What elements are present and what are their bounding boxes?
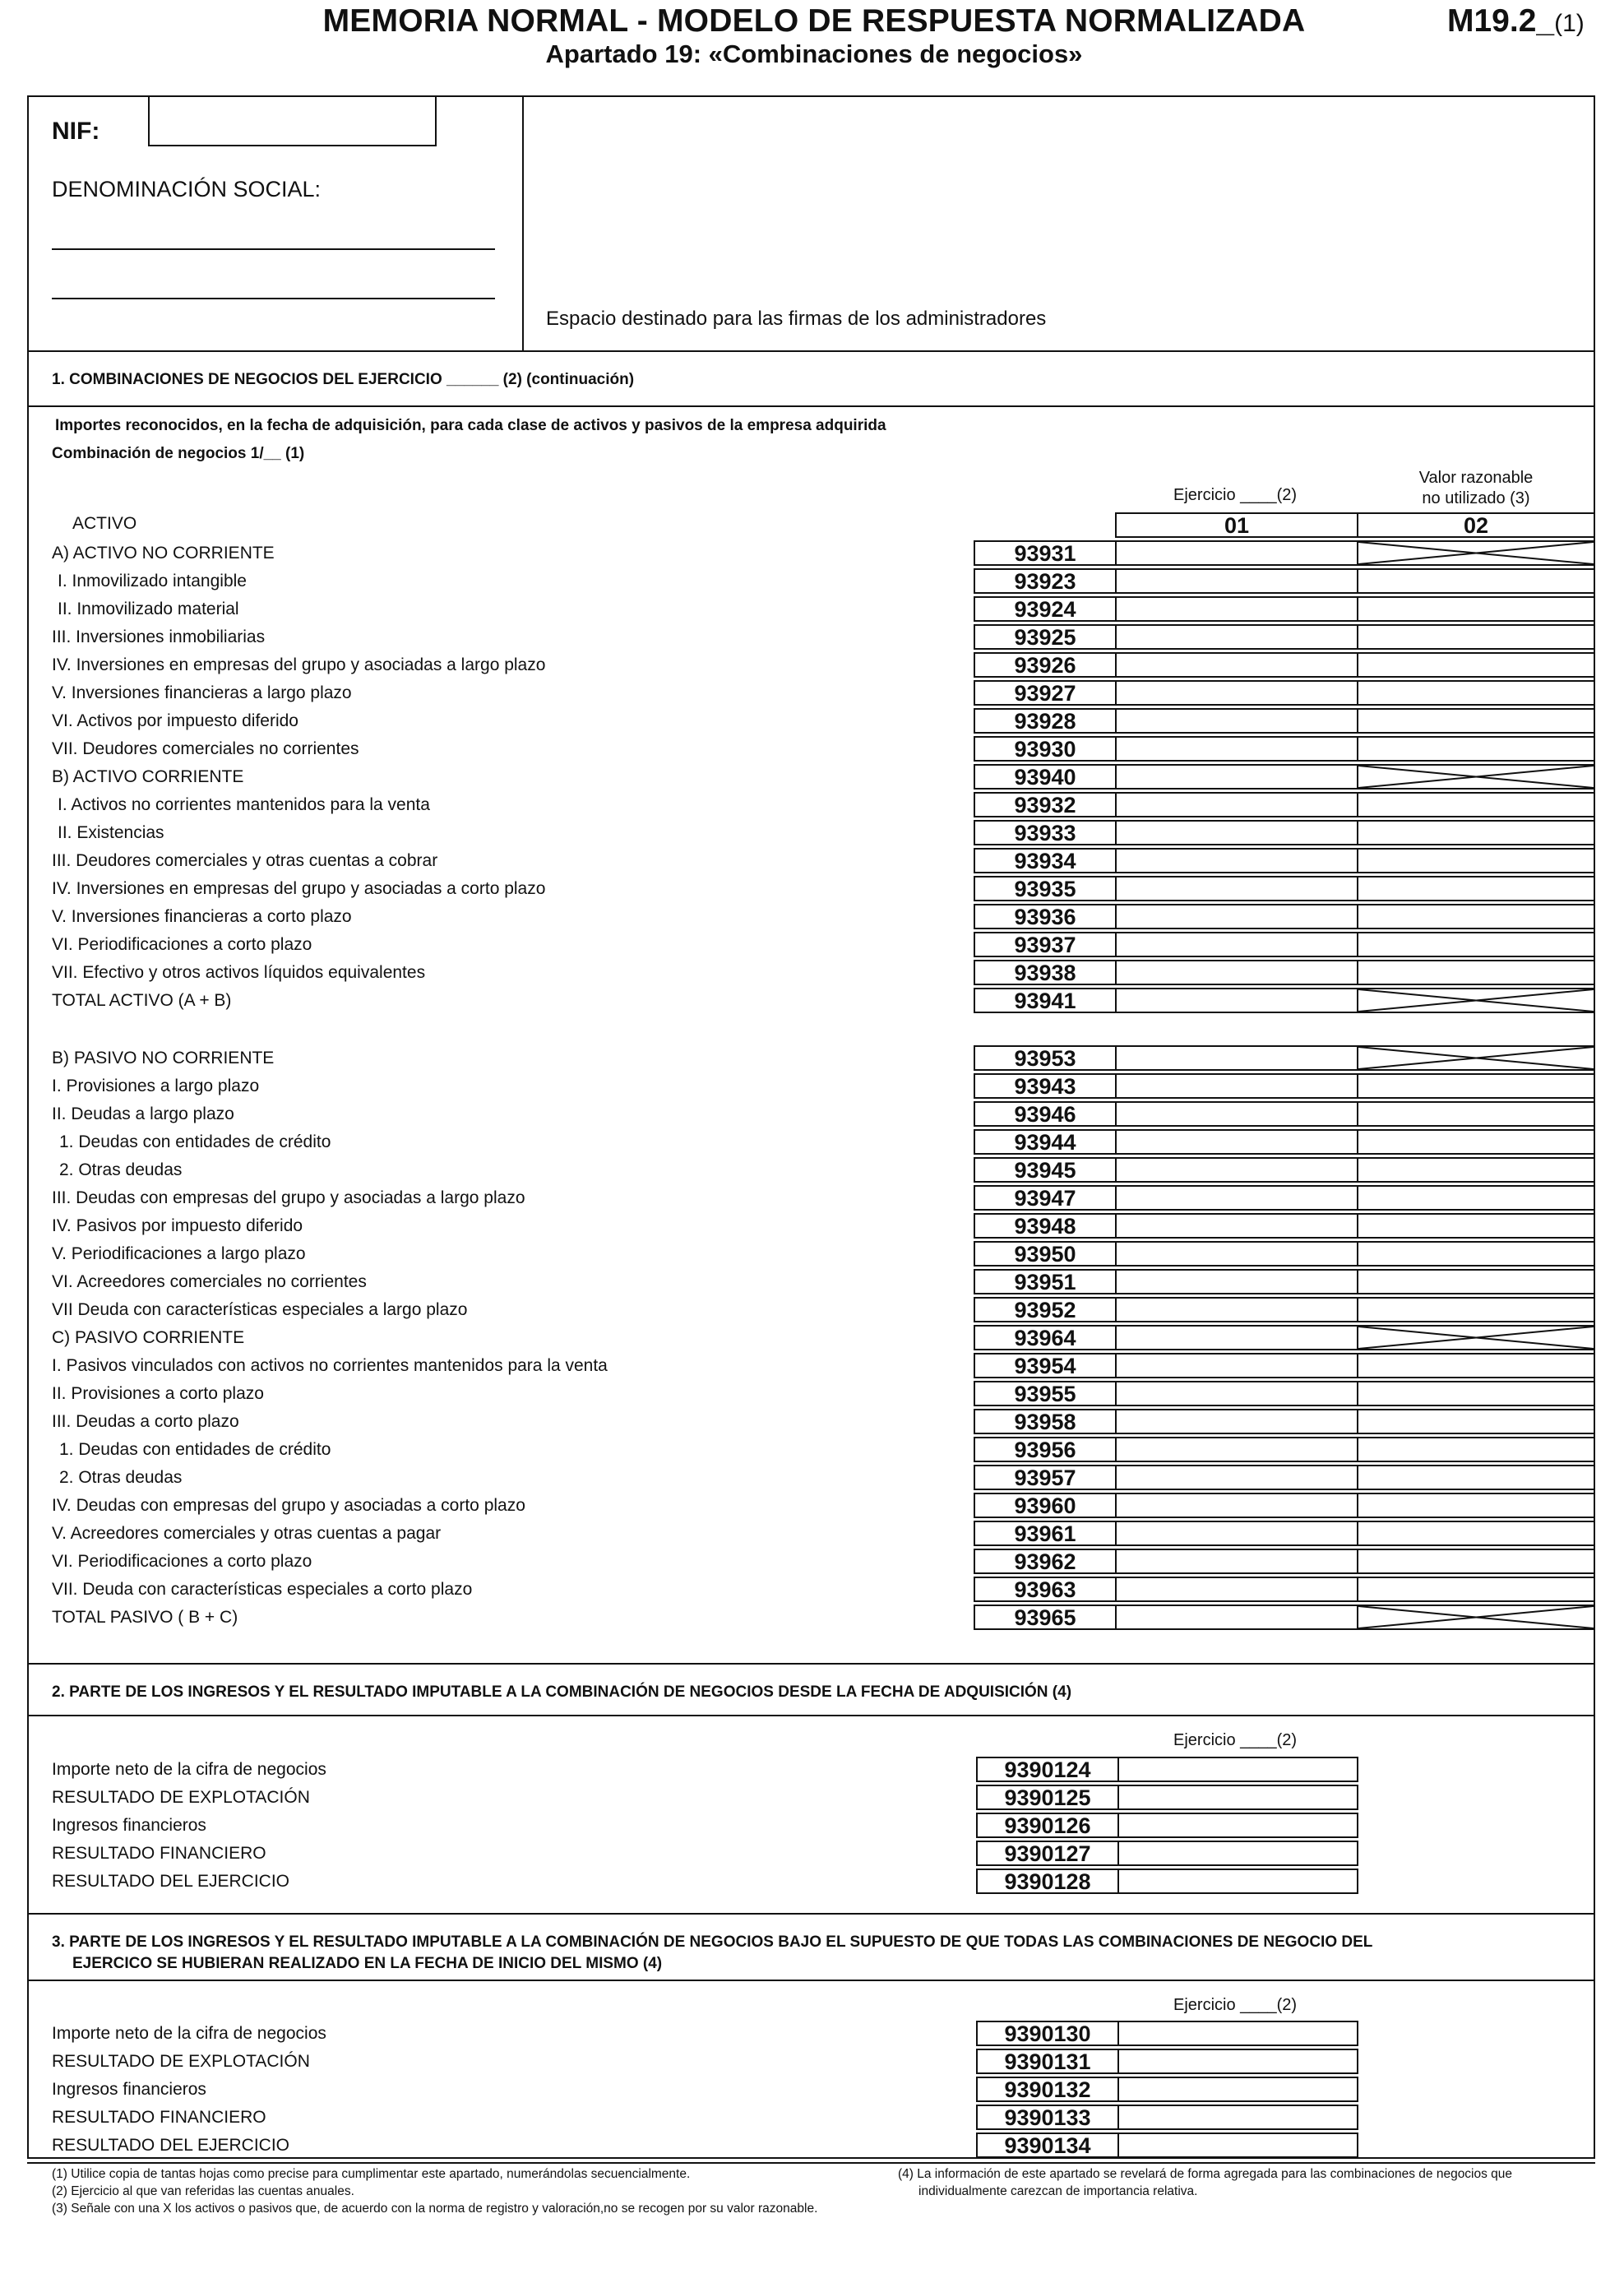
result-ejercicio-input[interactable] <box>1117 2021 1358 2046</box>
row-code: 93953 <box>974 1045 1117 1071</box>
result-label: RESULTADO FINANCIERO <box>52 1844 266 1863</box>
result-code: 9390133 <box>976 2105 1119 2130</box>
id-divider <box>522 95 524 351</box>
result-code: 9390134 <box>976 2132 1119 2158</box>
ejercicio-input[interactable] <box>1115 876 1358 901</box>
section3-title-2: EJERCICO SE HUBIERAN REALIZADO EN LA FECHA DE INICIO DEL MISMO (4) <box>72 1955 663 1972</box>
ejercicio-input[interactable] <box>1115 1381 1358 1406</box>
valor-razonable-crossed <box>1357 1325 1595 1350</box>
footnote-1: (1) Utilice copia de tantas hojas como precise para cumplimentar este apartado, numerándolas secuencialmente. <box>52 2167 691 2181</box>
row-label: 2. Otras deudas <box>59 1468 183 1487</box>
valor-razonable-input[interactable] <box>1357 932 1595 957</box>
row-label: 2. Otras deudas <box>59 1160 183 1179</box>
row-code: 93945 <box>974 1157 1117 1183</box>
row-code: 93955 <box>974 1381 1117 1406</box>
result-code: 9390126 <box>976 1813 1119 1838</box>
section1-title: 1. COMBINACIONES DE NEGOCIOS DEL EJERCICIO ______ (2) (continuación) <box>52 371 635 388</box>
valor-razonable-input[interactable] <box>1357 652 1595 678</box>
row-label: VI. Periodificaciones a corto plazo <box>52 935 312 954</box>
row-label: 1. Deudas con entidades de crédito <box>59 1440 331 1459</box>
valor-razonable-input[interactable] <box>1357 792 1595 817</box>
row-code: 93960 <box>974 1493 1117 1518</box>
result-code: 9390132 <box>976 2077 1119 2102</box>
result-label: RESULTADO DEL EJERCICIO <box>52 1872 289 1891</box>
valor-razonable-input[interactable] <box>1357 876 1595 901</box>
ejercicio-input[interactable] <box>1115 1437 1358 1462</box>
row-code: 93956 <box>974 1437 1117 1462</box>
row-label: IV. Inversiones en empresas del grupo y asociadas a corto plazo <box>52 879 546 898</box>
row-code: 93961 <box>974 1521 1117 1546</box>
section2-col-header: Ejercicio ____(2) <box>1173 1731 1298 1749</box>
valor-razonable-crossed <box>1357 1045 1595 1071</box>
row-code: 93940 <box>974 764 1117 790</box>
result-ejercicio-input[interactable] <box>1117 1813 1358 1838</box>
denominacion-line-1[interactable] <box>52 248 495 250</box>
row-label: VI. Activos por impuesto diferido <box>52 711 298 730</box>
ejercicio-input[interactable] <box>1115 1297 1358 1322</box>
row-code: 93930 <box>974 736 1117 762</box>
row-code: 93957 <box>974 1465 1117 1490</box>
valor-razonable-input[interactable] <box>1357 1577 1595 1602</box>
row-code: 93926 <box>974 652 1117 678</box>
row-code: 93934 <box>974 848 1117 873</box>
section3-col-header: Ejercicio ____(2) <box>1173 1996 1298 2014</box>
result-ejercicio-input[interactable] <box>1117 2132 1358 2158</box>
ejercicio-input[interactable] <box>1115 1185 1358 1211</box>
ejercicio-input[interactable] <box>1115 1241 1358 1267</box>
form-title-text: MEMORIA NORMAL - MODELO DE RESPUESTA NORMALIZADA <box>322 3 1306 39</box>
cross-mark <box>1358 1047 1594 1069</box>
form-code-suffix: (1) <box>1554 10 1585 37</box>
row-label: TOTAL PASIVO ( B + C) <box>52 1608 238 1627</box>
denominacion-line-2[interactable] <box>52 298 495 299</box>
ejercicio-input[interactable] <box>1115 820 1358 845</box>
result-ejercicio-input[interactable] <box>1117 1841 1358 1866</box>
ejercicio-input[interactable] <box>1115 1605 1358 1630</box>
result-ejercicio-input[interactable] <box>1117 1757 1358 1782</box>
nif-label: NIF: <box>52 118 100 145</box>
row-code: 93933 <box>974 820 1117 845</box>
row-label: I. Inmovilizado intangible <box>58 572 247 590</box>
ejercicio-input[interactable] <box>1115 736 1358 762</box>
denominacion-label: DENOMINACIÓN SOCIAL: <box>52 177 322 201</box>
row-code: 93963 <box>974 1577 1117 1602</box>
ejercicio-input[interactable] <box>1115 932 1358 957</box>
section1-title-line <box>27 405 1595 407</box>
cross-mark <box>1358 989 1594 1012</box>
ejercicio-input[interactable] <box>1115 1325 1358 1350</box>
valor-razonable-input[interactable] <box>1357 1437 1595 1462</box>
section1-col1-header: Ejercicio ____(2) <box>1173 486 1298 504</box>
valor-razonable-input[interactable] <box>1357 1493 1595 1518</box>
result-ejercicio-input[interactable] <box>1117 2049 1358 2074</box>
row-label: I. Pasivos vinculados con activos no corrientes mantenidos para la venta <box>52 1356 608 1375</box>
valor-razonable-crossed <box>1357 1605 1595 1630</box>
result-label: Importe neto de la cifra de negocios <box>52 1760 326 1779</box>
valor-razonable-input[interactable] <box>1357 624 1595 650</box>
ejercicio-input[interactable] <box>1115 1101 1358 1127</box>
row-code: 93964 <box>974 1325 1117 1350</box>
footnote-4-1: (4) La información de este apartado se revelará de forma agregada para las combinaciones de negocios que <box>898 2167 1513 2181</box>
row-label: B) PASIVO NO CORRIENTE <box>52 1049 275 1067</box>
ejercicio-input[interactable] <box>1115 1045 1358 1071</box>
row-code: 93950 <box>974 1241 1117 1267</box>
result-ejercicio-input[interactable] <box>1117 2105 1358 2130</box>
valor-razonable-input[interactable] <box>1357 1297 1595 1322</box>
row-code: 93946 <box>974 1101 1117 1127</box>
nif-field[interactable] <box>148 95 437 146</box>
row-code: 93936 <box>974 904 1117 929</box>
valor-razonable-crossed <box>1357 540 1595 566</box>
cross-mark <box>1358 1327 1594 1349</box>
result-label: Ingresos financieros <box>52 2080 206 2099</box>
row-label: V. Inversiones financieras a largo plazo <box>52 683 352 702</box>
col2-code: 02 <box>1357 512 1595 538</box>
valor-razonable-input[interactable] <box>1357 1409 1595 1434</box>
row-code: 93935 <box>974 876 1117 901</box>
ejercicio-input[interactable] <box>1115 708 1358 734</box>
row-label: III. Inversiones inmobiliarias <box>52 627 266 646</box>
ejercicio-input[interactable] <box>1115 624 1358 650</box>
form-subtitle: Apartado 19: «Combinaciones de negocios» <box>545 39 1083 68</box>
row-code: 93924 <box>974 596 1117 622</box>
form-code <box>1447 3 1585 39</box>
valor-razonable-input[interactable] <box>1357 904 1595 929</box>
cross-mark <box>1358 1606 1594 1628</box>
cross-mark <box>1358 542 1594 564</box>
section1-combination: Combinación de negocios 1/__ (1) <box>52 445 305 462</box>
result-code: 9390128 <box>976 1869 1119 1894</box>
row-label: 1. Deudas con entidades de crédito <box>59 1132 331 1151</box>
result-label: RESULTADO DEL EJERCICIO <box>52 2136 289 2155</box>
row-label: IV. Pasivos por impuesto diferido <box>52 1216 303 1235</box>
form-code-text: M19.2_ <box>1447 3 1555 39</box>
ejercicio-input[interactable] <box>1115 988 1358 1013</box>
result-code: 9390127 <box>976 1841 1119 1866</box>
row-code: 93954 <box>974 1353 1117 1378</box>
row-label: III. Deudas a corto plazo <box>52 1412 239 1431</box>
row-code: 93958 <box>974 1409 1117 1434</box>
row-code: 93932 <box>974 792 1117 817</box>
row-code: 93965 <box>974 1605 1117 1630</box>
ejercicio-input[interactable] <box>1115 1493 1358 1518</box>
col1-code: 01 <box>1115 512 1358 538</box>
result-label: RESULTADO DE EXPLOTACIÓN <box>52 1788 310 1807</box>
ejercicio-input[interactable] <box>1115 1129 1358 1155</box>
ejercicio-input[interactable] <box>1115 1409 1358 1434</box>
row-label: IV. Inversiones en empresas del grupo y asociadas a largo plazo <box>52 655 546 674</box>
result-code: 9390124 <box>976 1757 1119 1782</box>
ejercicio-input[interactable] <box>1115 1549 1358 1574</box>
row-label: VII. Deudores comerciales no corrientes <box>52 739 359 758</box>
result-label: RESULTADO FINANCIERO <box>52 2108 266 2127</box>
valor-razonable-input[interactable] <box>1357 960 1595 985</box>
row-label: II. Provisiones a corto plazo <box>52 1384 264 1403</box>
row-code: 93962 <box>974 1549 1117 1574</box>
row-label: VI. Periodificaciones a corto plazo <box>52 1552 312 1571</box>
row-code: 93951 <box>974 1269 1117 1294</box>
row-label: II. Existencias <box>58 823 164 842</box>
row-label: TOTAL ACTIVO (A + B) <box>52 991 232 1010</box>
result-code: 9390131 <box>976 2049 1119 2074</box>
section3-title-line <box>27 1980 1595 1981</box>
result-ejercicio-input[interactable] <box>1117 2077 1358 2102</box>
footnote-2: (2) Ejercicio al que van referidas las cuentas anuales. <box>52 2184 354 2198</box>
id-bottom-line <box>27 350 1595 352</box>
row-code: 93928 <box>974 708 1117 734</box>
valor-razonable-input[interactable] <box>1357 1073 1595 1099</box>
row-label: VII. Deuda con características especiales a corto plazo <box>52 1580 473 1599</box>
row-label: I. Provisiones a largo plazo <box>52 1077 260 1095</box>
valor-razonable-input[interactable] <box>1357 1381 1595 1406</box>
row-code: 93938 <box>974 960 1117 985</box>
ejercicio-input[interactable] <box>1115 848 1358 873</box>
ejercicio-input[interactable] <box>1115 652 1358 678</box>
row-label: IV. Deudas con empresas del grupo y asociadas a corto plazo <box>52 1496 525 1515</box>
valor-razonable-input[interactable] <box>1357 1241 1595 1267</box>
section1-col2-header-2: no utilizado (3) <box>1422 489 1530 507</box>
row-label: II. Deudas a largo plazo <box>52 1104 234 1123</box>
row-code: 93927 <box>974 680 1117 706</box>
footnote-top-line <box>27 2162 1595 2164</box>
valor-razonable-input[interactable] <box>1357 1549 1595 1574</box>
valor-razonable-input[interactable] <box>1357 708 1595 734</box>
ejercicio-input[interactable] <box>1115 764 1358 790</box>
section1-intro: Importes reconocidos, en la fecha de adquisición, para cada clase de activos y pasivos de la empresa adquirida <box>55 417 886 434</box>
ejercicio-input[interactable] <box>1115 1577 1358 1602</box>
ejercicio-input[interactable] <box>1115 904 1358 929</box>
valor-razonable-input[interactable] <box>1357 736 1595 762</box>
row-label: V. Periodificaciones a largo plazo <box>52 1244 306 1263</box>
valor-razonable-input[interactable] <box>1357 820 1595 845</box>
row-code: 93937 <box>974 932 1117 957</box>
row-code: 93948 <box>974 1213 1117 1239</box>
valor-razonable-input[interactable] <box>1357 848 1595 873</box>
row-label: VII. Efectivo y otros activos líquidos equivalentes <box>52 963 426 982</box>
result-code: 9390130 <box>976 2021 1119 2046</box>
result-ejercicio-input[interactable] <box>1117 1869 1358 1894</box>
section3-title-1: 3. PARTE DE LOS INGRESOS Y EL RESULTADO IMPUTABLE A LA COMBINACIÓN DE NEGOCIOS BAJO EL SUPUESTO DE QUE TODAS LAS COMBINACIONES DE NEGOCIO DEL <box>52 1933 1373 1951</box>
valor-razonable-crossed <box>1357 764 1595 790</box>
result-ejercicio-input[interactable] <box>1117 1785 1358 1810</box>
section1-col2-header-1: Valor razonable <box>1418 469 1534 487</box>
row-label: III. Deudores comerciales y otras cuentas a cobrar <box>52 851 438 870</box>
row-label: A) ACTIVO NO CORRIENTE <box>52 544 275 563</box>
valor-razonable-input[interactable] <box>1357 596 1595 622</box>
valor-razonable-input[interactable] <box>1357 1353 1595 1378</box>
row-code: 93931 <box>974 540 1117 566</box>
row-code: 93943 <box>974 1073 1117 1099</box>
valor-razonable-input[interactable] <box>1357 1129 1595 1155</box>
valor-razonable-input[interactable] <box>1357 1269 1595 1294</box>
section2-title: 2. PARTE DE LOS INGRESOS Y EL RESULTADO IMPUTABLE A LA COMBINACIÓN DE NEGOCIOS DESDE LA FECHA DE ADQUISICIÓN (4) <box>52 1683 1072 1701</box>
activo-label: ACTIVO <box>72 514 137 533</box>
footnote-3: (3) Señale con una X los activos o pasivos que, de acuerdo con la norma de registro y valoración,no se recogen por su valor razonable. <box>52 2202 818 2216</box>
valor-razonable-input[interactable] <box>1357 1157 1595 1183</box>
row-label: B) ACTIVO CORRIENTE <box>52 767 244 786</box>
row-label: II. Inmovilizado material <box>58 600 239 618</box>
valor-razonable-crossed <box>1357 988 1595 1013</box>
result-label: Importe neto de la cifra de negocios <box>52 2024 326 2043</box>
result-code: 9390125 <box>976 1785 1119 1810</box>
ejercicio-input[interactable] <box>1115 568 1358 594</box>
row-label: I. Activos no corrientes mantenidos para la venta <box>58 795 430 814</box>
row-label: V. Acreedores comerciales y otras cuentas a pagar <box>52 1524 442 1543</box>
row-code: 93944 <box>974 1129 1117 1155</box>
ejercicio-input[interactable] <box>1115 540 1358 566</box>
section1-bottom-line <box>27 1663 1595 1665</box>
row-label: III. Deudas con empresas del grupo y asociadas a largo plazo <box>52 1188 525 1207</box>
row-code: 93947 <box>974 1185 1117 1211</box>
ejercicio-input[interactable] <box>1115 792 1358 817</box>
row-label: C) PASIVO CORRIENTE <box>52 1328 245 1347</box>
valor-razonable-input[interactable] <box>1357 1213 1595 1239</box>
section2-bottom-line <box>27 1913 1595 1915</box>
cross-mark <box>1358 766 1594 788</box>
ejercicio-input[interactable] <box>1115 1213 1358 1239</box>
row-code: 93952 <box>974 1297 1117 1322</box>
row-label: VI. Acreedores comerciales no corrientes <box>52 1272 367 1291</box>
result-label: Ingresos financieros <box>52 1816 206 1835</box>
ejercicio-input[interactable] <box>1115 1521 1358 1546</box>
valor-razonable-input[interactable] <box>1357 1101 1595 1127</box>
valor-razonable-input[interactable] <box>1357 1465 1595 1490</box>
signature-label: Espacio destinado para las firmas de los administradores <box>546 308 1047 330</box>
row-code: 93925 <box>974 624 1117 650</box>
result-label: RESULTADO DE EXPLOTACIÓN <box>52 2052 310 2071</box>
valor-razonable-input[interactable] <box>1357 1185 1595 1211</box>
valor-razonable-input[interactable] <box>1357 1521 1595 1546</box>
ejercicio-input[interactable] <box>1115 1269 1358 1294</box>
ejercicio-input[interactable] <box>1115 596 1358 622</box>
ejercicio-input[interactable] <box>1115 1353 1358 1378</box>
valor-razonable-input[interactable] <box>1357 680 1595 706</box>
ejercicio-input[interactable] <box>1115 1157 1358 1183</box>
footnote-4-2: individualmente carezcan de importancia relativa. <box>918 2184 1198 2198</box>
section2-title-line <box>27 1715 1595 1716</box>
ejercicio-input[interactable] <box>1115 960 1358 985</box>
row-code: 93941 <box>974 988 1117 1013</box>
row-label: VII Deuda con características especiales a largo plazo <box>52 1300 468 1319</box>
row-code: 93923 <box>974 568 1117 594</box>
row-label: V. Inversiones financieras a corto plazo <box>52 907 352 926</box>
ejercicio-input[interactable] <box>1115 680 1358 706</box>
ejercicio-input[interactable] <box>1115 1465 1358 1490</box>
ejercicio-input[interactable] <box>1115 1073 1358 1099</box>
valor-razonable-input[interactable] <box>1357 568 1595 594</box>
